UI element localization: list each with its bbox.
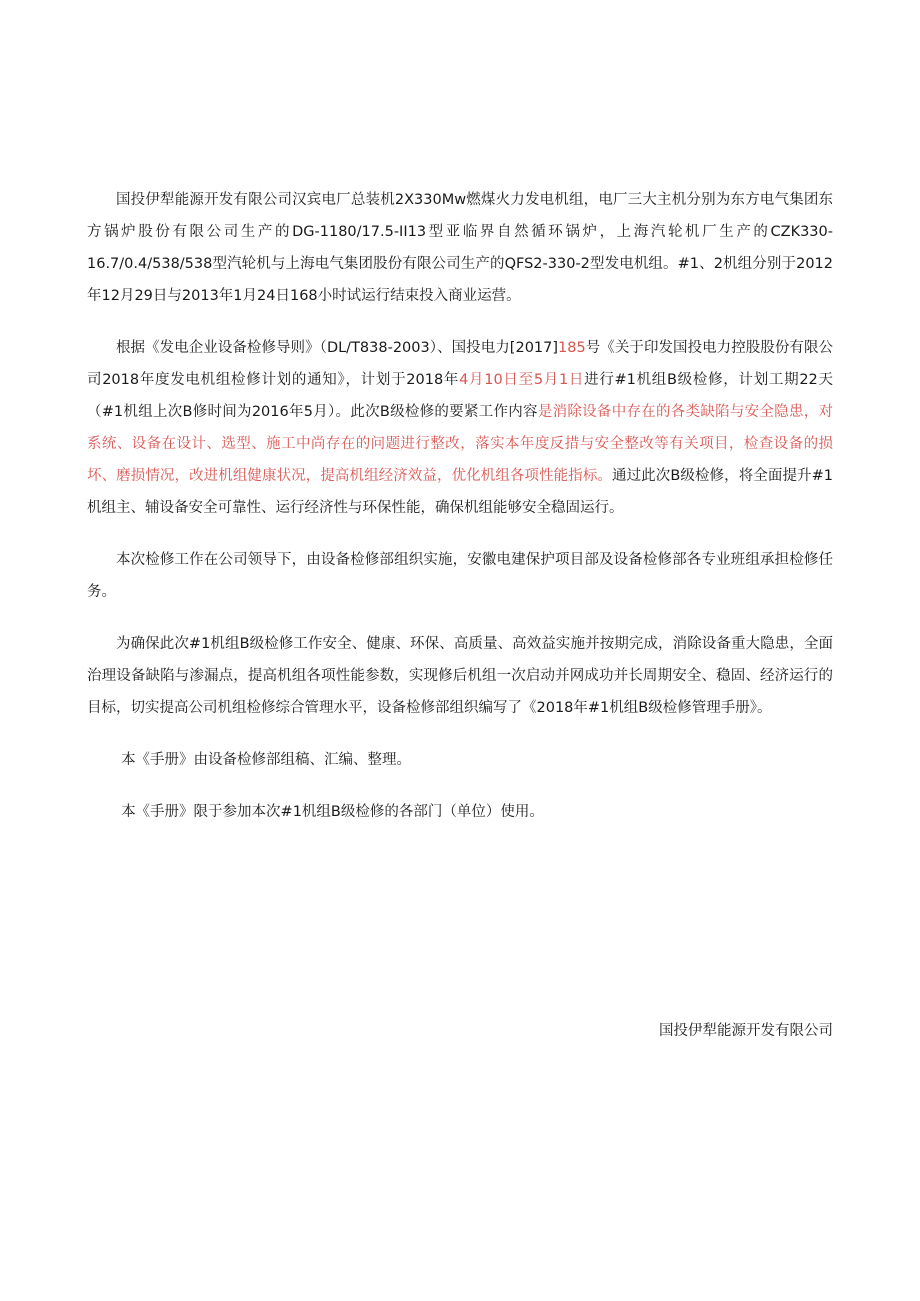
document-body — [87, 184, 833, 848]
plan-main-tasks: 是消除设备中存在的各类缺陷与安全隐患，对系统、设备在设计、选型、施工中尚存在的问题进行整改，落实本年度反措与安全整改等有关项目，检查设备的损坏、磨损情况，改进机组健康状况，提高机组经济效益，优化机组各项性能指标。 — [87, 404, 834, 484]
paragraph-overhaul-plan — [87, 332, 833, 524]
paragraph-objectives: 为确保此次#1机组B级检修工作安全、健康、环保、高质量、高效益实施并按期完成，消除设备重大隐患，全面治理设备缺陷与渗漏点，提高机组各项性能参数，实现修后机组一次启动并网成功并长周期安全、稳固、经济运行的目标，切实提高公司机组检修综合管理水平，设备检修部组织编写了《2018年#1机组B级检修管理手册》。 — [87, 636, 833, 716]
paragraph-plant-overview: 国投伊犁能源开发有限公司汉宾电厂总装机2X330Mw燃煤火力发电机组，电厂三大主机分别为东方电气集团东方锅炉股份有限公司生产的DG-1180/17.5-II13型亚临界自然循环锅炉，上海汽轮机厂生产的CZK330-16.7/0.4/538/538型汽轮机与上海电气集团股份有限公司生产的QFS2-330-2型发电机组。#1、2机组分别于2012年12月29日与2013年1月24日168小时试运行结束投入商业运营。 — [87, 192, 833, 304]
plan-text-e: 进行#1机组B级检修，计划工期22天（#1机组上次B修时间为2016年5月）。此次B级检修的要紧工作内容 — [87, 372, 833, 420]
paragraph-usage-scope: 本《手册》限于参加本次#1机组B级检修的各部门（单位）使用。 — [121, 804, 544, 820]
paragraph-organization: 本次检修工作在公司领导下，由设备检修部组织实施，安徽电建保护项目部及设备检修部各专业班组承担检修任务。 — [87, 552, 833, 600]
plan-document-number: 185 — [558, 340, 586, 356]
plan-text-c: 号《关于印发国投电力控股股份有限公司2018年度发电机组检修计划的通知》，计划于2018年 — [87, 340, 834, 388]
plan-text-a: 根据《发电企业设备检修导则》（DL/T838-2003）、国投电力[2017] — [116, 340, 559, 356]
paragraph-compiled-by: 本《手册》由设备检修部组稿、汇编、整理。 — [121, 752, 412, 768]
signature-company: 国投伊犁能源开发有限公司 — [659, 1023, 833, 1039]
plan-text-g: 通过此次B级检修，将全面提升#1机组主、辅设备安全可靠性、运行经济性与环保性能，确保机组能够安全稳固运行。 — [87, 468, 834, 516]
plan-date-range: 4月10日至5月1日 — [459, 372, 585, 388]
